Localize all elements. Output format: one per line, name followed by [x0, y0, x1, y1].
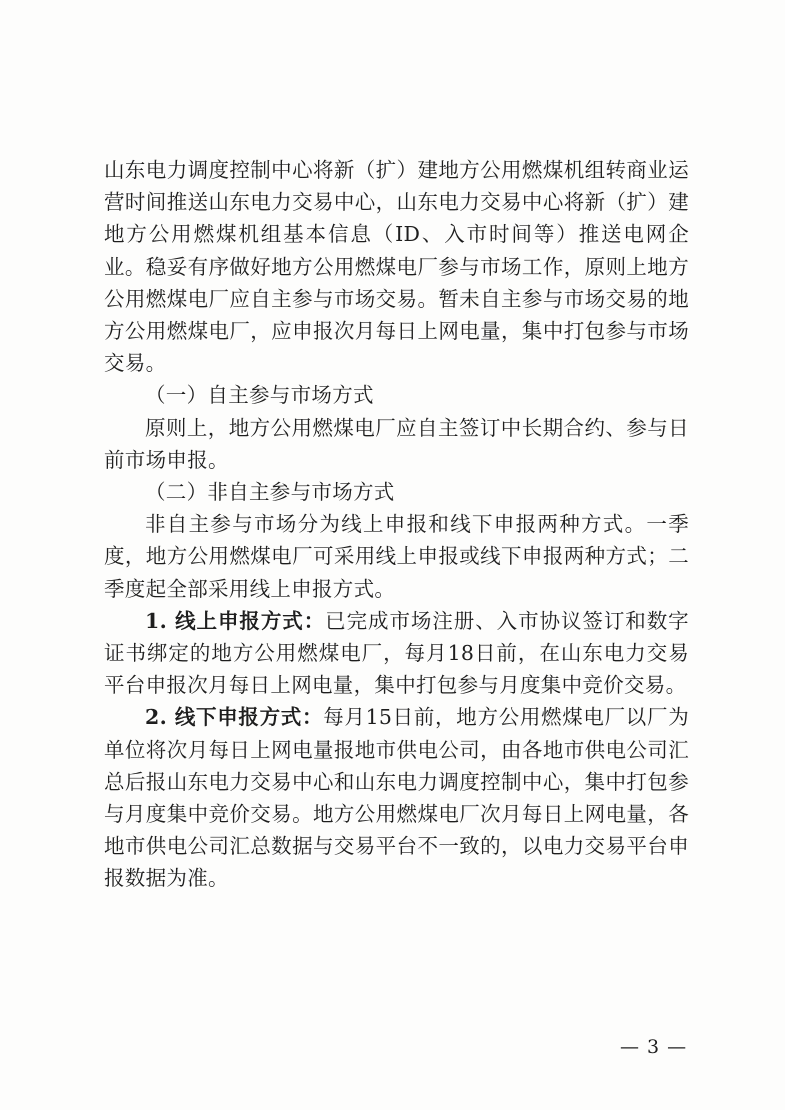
online-method-paragraph: [104, 605, 689, 702]
online-method-text: 已完成市场注册、入市协议签订和数字证书绑定的地方公用燃煤电厂，每月18日前，在山东电力交易平台申报次月每日上网电量，集中打包参与月度集中竞价交易。: [104, 608, 689, 698]
document-body: [104, 154, 689, 895]
section-2-heading: （二）非自主参与市场方式: [145, 480, 395, 505]
online-method-lead: 1. 线上申报方式：: [145, 608, 326, 633]
offline-method-paragraph: [104, 701, 689, 894]
section-2-paragraph: 非自主参与市场分为线上申报和线下申报两种方式。一季度，地方公用燃煤电厂可采用线上申报或线下申报两种方式；二季度起全部采用线上申报方式。: [104, 512, 689, 601]
section-1-heading: （一）自主参与市场方式: [145, 383, 374, 408]
offline-method-text: 每月15日前，地方公用燃煤电厂以厂为单位将次月每日上网电量报地市供电公司，由各地市供电公司汇总后报山东电力交易中心和山东电力调度控制中心，集中打包参与月度集中竞价交易。地方公用燃煤电厂次月每日上网电量，各地市供电公司汇总数据与交易平台不一致的，以电力交易平台申报数据为准。: [104, 705, 689, 891]
page-number: — 3 —: [620, 1036, 688, 1058]
intro-paragraph: 山东电力调度控制中心将新（扩）建地方公用燃煤机组转商业运营时间推送山东电力交易中心，山东电力交易中心将新（扩）建地方公用燃煤机组基本信息（ID、入市时间等）推送电网企业。稳妥有序做好地方公用燃煤电厂参与市场工作，原则上地方公用燃煤电厂应自主参与市场交易。暂未自主参与市场交易的地方公用燃煤电厂，应申报次月每日上网电量，集中打包参与市场交易。: [104, 158, 689, 376]
section-1-paragraph: 原则上，地方公用燃煤电厂应自主签订中长期合约、参与日前市场申报。: [104, 415, 689, 472]
offline-method-lead: 2. 线下申报方式：: [145, 705, 324, 730]
